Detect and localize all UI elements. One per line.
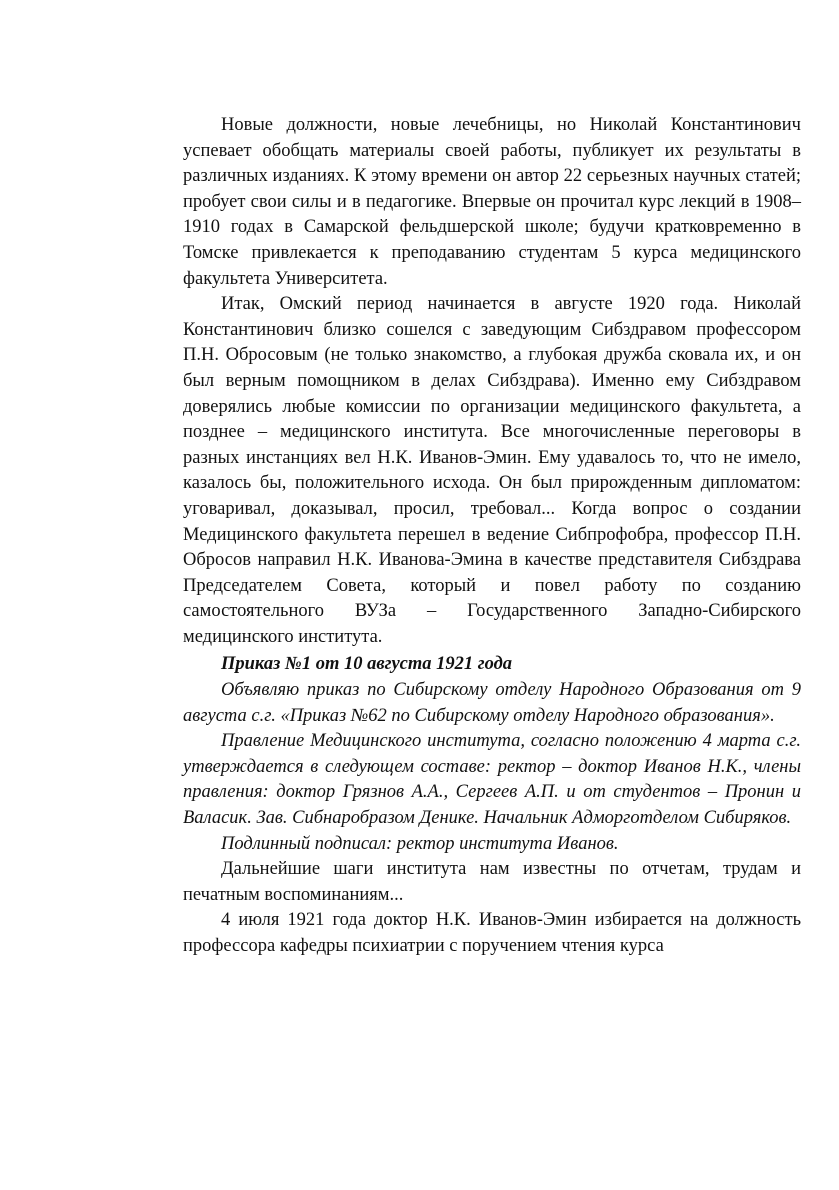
- paragraph-publications: Новые должности, новые лечебницы, но Николай Константинович успевает обобщать материалы своей работы, публикует их результаты в различных изданиях. К этому времени он автор 22 серьезных научных статей; пробует свои силы и в педагогике. Впервые он прочитал курс лекций в 1908–1910 годах в Самарской фельдшерской школе; будучи кратковременно в Томске привлекается к преподаванию студентам 5 курса медицинского факультета Университета.: [183, 115, 801, 289]
- document-page: [183, 113, 801, 960]
- paragraph-july-1921: 4 июля 1921 года доктор Н.К. Иванов-Эмин избирается на должность профессора кафедры психиатрии с поручением чтения курса: [183, 910, 801, 956]
- paragraph-omsk-period: Итак, Омский период начинается в августе 1920 года. Николай Константинович близко сошелся с заведующим Сибздравом профессором П.Н. Обросовым (не только знакомство, а глубокая дружба сковала их, и он был верным помощником в делах Сибздрава). Именно ему Сибздравом доверялись любые комиссии по организации медицинского факультета, а позднее – медицинского института. Все многочисленные переговоры в разных инстанциях вел Н.К. Иванов-Эмин. Ему удавалось то, что не имело, казалось бы, положительного исхода. Он был прирожденным дипломатом: уговаривал, доказывал, просил, требовал... Когда вопрос о создании Медицинского факультета перешел в ведение Сибпрофобра, профессор П.Н. Обросов направил Н.К. Иванова-Эмина в качестве представителя Сибздрава Председателем Совета, который и повел работу по созданию самостоятельного ВУЗа – Государственного Западно-Сибирского медицинского института.: [183, 294, 801, 647]
- paragraph-further-steps: Дальнейшие шаги института нам известны по отчетам, трудам и печатным воспоминаниям...: [183, 859, 801, 905]
- order-board-composition: Правление Медицинского института, согласно положению 4 марта с.г. утверждается в следующем составе: ректор – доктор Иванов Н.К., члены правления: доктор Грязнов А.А., Сергеев А.П. и от студентов – Пронин и Валасик. Зав. Сибнаробразом Денике. Начальник Адморготделом Сибиряков.: [183, 731, 801, 829]
- order-announcement: Объявляю приказ по Сибирскому отделу Народного Образования от 9 августа с.г. «Приказ №62 по Сибирскому отделу Народного образования».: [183, 680, 801, 726]
- order-heading: Приказ №1 от 10 августа 1921 года: [221, 654, 513, 675]
- order-signature: Подлинный подписал: ректор института Иванов.: [221, 833, 619, 854]
